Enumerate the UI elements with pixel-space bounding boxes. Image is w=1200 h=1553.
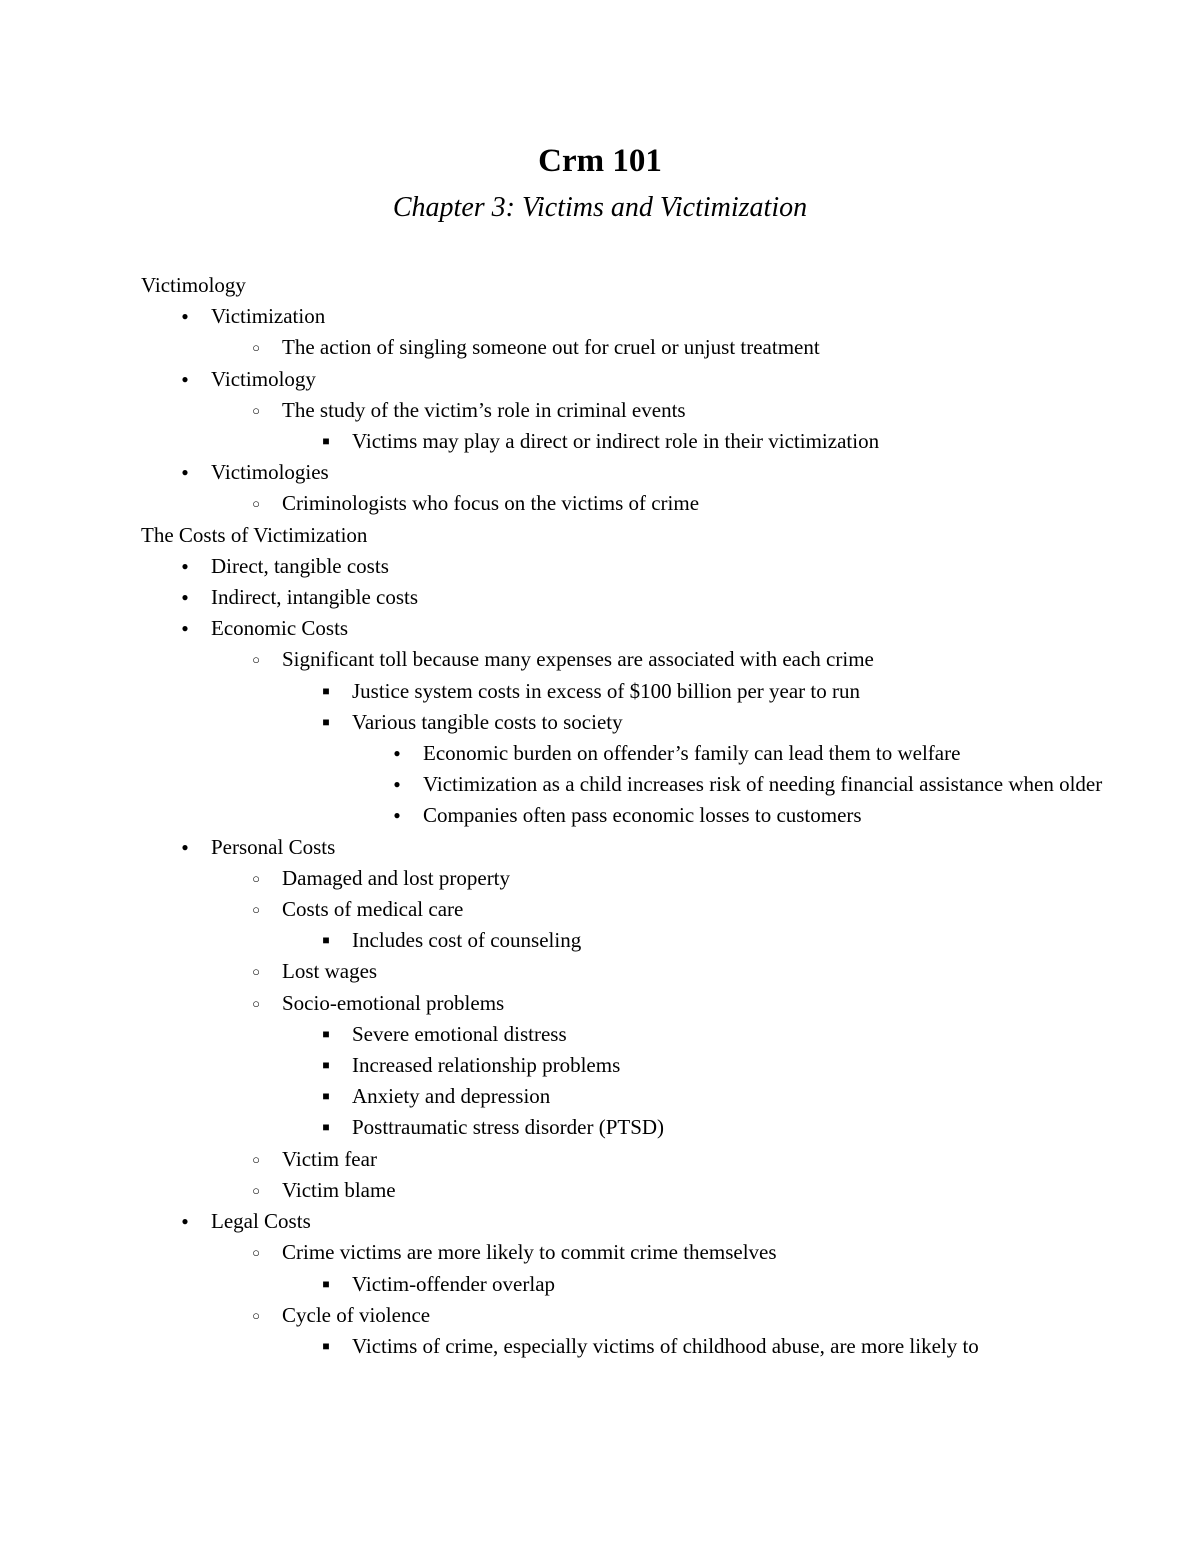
circle-bullet-icon	[246, 488, 266, 520]
circle-bullet-icon	[246, 395, 266, 427]
list-item	[141, 644, 1121, 675]
document-title: Crm 101	[538, 143, 662, 179]
list-item	[141, 395, 1121, 426]
outline-content	[141, 270, 1121, 1362]
list-item-text: Victimization	[211, 304, 326, 329]
circle-bullet-icon	[246, 1144, 266, 1176]
list-item-text: The action of singling someone out for cruel or unjust treatment	[282, 335, 820, 360]
list-item-text: Victimology	[141, 273, 246, 297]
list-item	[141, 1144, 1121, 1175]
list-item	[141, 301, 1121, 332]
square-bullet-icon	[316, 1050, 336, 1081]
document-subtitle: Chapter 3: Victims and Victimization	[392, 192, 808, 223]
list-item	[141, 1019, 1121, 1050]
disc-bullet-icon	[175, 613, 195, 644]
square-bullet-icon	[316, 707, 336, 738]
section-heading	[141, 520, 1121, 551]
list-item-text: Victims may play a direct or indirect role in their victimization	[352, 429, 880, 454]
list-item	[141, 800, 1121, 831]
list-item-text: Personal Costs	[211, 834, 336, 859]
list-item-text: The study of the victim’s role in criminal events	[282, 397, 686, 422]
circle-bullet-icon	[246, 332, 266, 364]
disc-bullet-icon	[175, 1206, 195, 1237]
circle-bullet-icon	[246, 1175, 266, 1207]
disc-bullet-icon	[387, 738, 407, 769]
list-item-text: The Costs of Victimization	[141, 522, 368, 547]
list-item	[141, 863, 1121, 894]
list-item-text: Costs of medical care	[282, 897, 464, 922]
list-item-text: Economic burden on offender’s family can lead them to welfare	[423, 741, 961, 766]
disc-bullet-icon	[175, 364, 195, 395]
circle-bullet-icon	[246, 863, 266, 895]
circle-bullet-icon	[246, 988, 266, 1020]
list-item-text: Victim blame	[282, 1177, 396, 1202]
list-item-text: Indirect, intangible costs	[211, 585, 419, 610]
list-item	[141, 769, 1121, 800]
list-item	[141, 613, 1121, 644]
square-bullet-icon	[316, 676, 336, 707]
circle-bullet-icon	[246, 956, 266, 988]
list-item	[141, 1175, 1121, 1206]
list-item	[141, 894, 1121, 925]
circle-bullet-icon	[246, 1237, 266, 1269]
list-item	[141, 1050, 1121, 1081]
list-item	[141, 707, 1121, 738]
list-item	[141, 1269, 1121, 1300]
list-item-text: Various tangible costs to society	[352, 709, 623, 734]
list-item-text: Criminologists who focus on the victims of crime	[282, 491, 700, 516]
circle-bullet-icon	[246, 1300, 266, 1332]
square-bullet-icon	[316, 1081, 336, 1112]
list-item	[141, 364, 1121, 395]
list-item	[141, 1112, 1121, 1143]
list-item-text: Crime victims are more likely to commit crime themselves	[282, 1240, 777, 1265]
disc-bullet-icon	[387, 800, 407, 831]
disc-bullet-icon	[175, 551, 195, 582]
list-item-text: Socio-emotional problems	[282, 990, 505, 1015]
square-bullet-icon	[316, 925, 336, 956]
circle-bullet-icon	[246, 644, 266, 676]
disc-bullet-icon	[175, 457, 195, 488]
list-item-text: Significant toll because many expenses are associated with each crime	[282, 647, 874, 672]
square-bullet-icon	[316, 426, 336, 457]
list-item-text: Direct, tangible costs	[211, 553, 389, 578]
disc-bullet-icon	[175, 582, 195, 613]
list-item-text: Companies often pass economic losses to customers	[423, 803, 862, 828]
list-item	[141, 332, 1121, 363]
list-item	[141, 676, 1121, 707]
list-item	[141, 488, 1121, 519]
list-item-text: Victimology	[211, 366, 316, 391]
square-bullet-icon	[316, 1019, 336, 1050]
list-item	[141, 426, 1121, 457]
list-item-text: Justice system costs in excess of $100 billion per year to run	[352, 678, 860, 703]
square-bullet-icon	[316, 1269, 336, 1300]
list-item-text: Economic Costs	[211, 616, 349, 641]
list-item-text: Severe emotional distress	[352, 1021, 567, 1046]
list-item-text: Victim-offender overlap	[352, 1271, 556, 1296]
list-item-text: Includes cost of counseling	[352, 928, 582, 953]
list-item	[141, 832, 1121, 863]
disc-bullet-icon	[175, 832, 195, 863]
list-item	[141, 1300, 1121, 1331]
list-item	[141, 1081, 1121, 1112]
list-item	[141, 738, 1121, 769]
list-item-text: Victims of crime, especially victims of childhood abuse, are more likely to	[352, 1333, 979, 1358]
square-bullet-icon	[316, 1112, 336, 1143]
list-item-text: Cycle of violence	[282, 1302, 431, 1327]
square-bullet-icon	[316, 1331, 336, 1362]
list-item	[141, 1331, 1121, 1362]
list-item-text: Victim fear	[282, 1146, 377, 1171]
list-item	[141, 1206, 1121, 1237]
list-item-text: Lost wages	[282, 959, 378, 984]
circle-bullet-icon	[246, 894, 266, 926]
list-item	[141, 1237, 1121, 1268]
list-item	[141, 582, 1121, 613]
list-item-text: Posttraumatic stress disorder (PTSD)	[352, 1115, 665, 1140]
list-item	[141, 551, 1121, 582]
list-item-text: Victimologies	[211, 460, 329, 485]
list-item	[141, 988, 1121, 1019]
list-item	[141, 925, 1121, 956]
disc-bullet-icon	[387, 769, 407, 800]
section-heading	[141, 270, 1121, 301]
list-item-text: Anxiety and depression	[352, 1084, 551, 1109]
list-item-text: Increased relationship problems	[352, 1053, 621, 1078]
list-item-text: Victimization as a child increases risk of needing financial assistance when older	[423, 772, 1103, 797]
list-item	[141, 457, 1121, 488]
list-item	[141, 956, 1121, 987]
list-item-text: Legal Costs	[211, 1209, 311, 1234]
disc-bullet-icon	[175, 301, 195, 332]
list-item-text: Damaged and lost property	[282, 865, 511, 890]
